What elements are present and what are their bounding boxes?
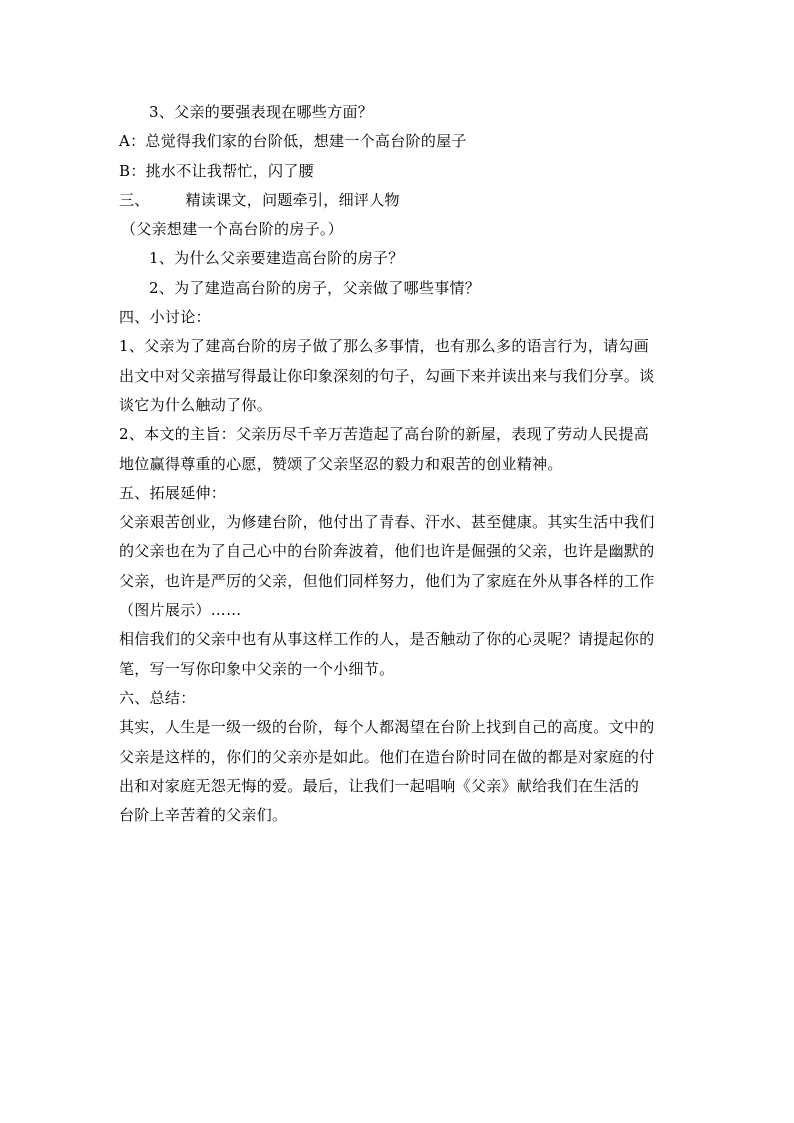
paragraph-line: 出和对家庭无怨无悔的爱。最后，让我们一起唱响《父亲》献给我们在生活的 bbox=[119, 776, 640, 795]
section-4-heading: 四、小讨论： bbox=[119, 308, 211, 327]
answer-b: B：挑水不让我帮忙，闪了腰 bbox=[119, 161, 314, 180]
question-3: 3、父亲的要强表现在哪些方面？ bbox=[149, 103, 374, 121]
paragraph-line: 谈它为什么触动了你。 bbox=[119, 395, 273, 414]
section-3-title: 精读课文，问题牵引，细评人物 bbox=[185, 190, 400, 209]
paragraph-line: 父亲，也许是严厉的父亲，但他们同样努力，他们为了家庭在外从事各样的工作 bbox=[119, 571, 655, 590]
section-5-heading: 五、拓展延伸： bbox=[119, 483, 227, 502]
paragraph-line: 父亲是这样的，你们的父亲亦是如此。他们在造台阶时同在做的都是对家庭的付 bbox=[119, 747, 655, 766]
paragraph-line: 的父亲也在为了自己心中的台阶奔波着，他们也许是倔强的父亲，也许是幽默的 bbox=[119, 542, 655, 561]
paragraph-line: 2、本文的主旨：父亲历尽千辛万苦造起了高台阶的新屋，表现了劳动人民提高 bbox=[119, 425, 650, 444]
paragraph-line: 台阶上辛苦着的父亲们。 bbox=[119, 806, 288, 825]
answer-a: A：总觉得我们家的台阶低，想建一个高台阶的屋子 bbox=[119, 132, 467, 151]
question-1: 1、为什么父亲要建造高台阶的房子？ bbox=[149, 249, 404, 268]
paragraph-line: 父亲艰苦创业，为修建台阶，他付出了青春、汗水、甚至健康。其实生活中我们 bbox=[119, 513, 655, 532]
section-3-heading bbox=[119, 186, 675, 215]
section-3-number: 三、 bbox=[119, 190, 150, 209]
question-2: 2、为了建造高台阶的房子，父亲做了哪些事情？ bbox=[149, 278, 481, 297]
paragraph-line: 出文中对父亲描写得最让你印象深刻的句子，勾画下来并读出来与我们分享。谈 bbox=[119, 366, 655, 385]
section-3-note: （父亲想建一个高台阶的房子。） bbox=[121, 220, 344, 239]
paragraph-line: 1、父亲为了建高台阶的房子做了那么多事情，也有那么多的语言行为，请勾画 bbox=[119, 337, 650, 356]
document-body bbox=[119, 98, 675, 830]
paragraph-line: 其实，人生是一级一级的台阶，每个人都渴望在台阶上找到自己的高度。文中的 bbox=[119, 718, 655, 737]
paragraph-line: 地位赢得尊重的心愿，赞颂了父亲坚忍的毅力和艰苦的创业精神。 bbox=[119, 454, 563, 473]
section-6-heading: 六、总结： bbox=[119, 688, 196, 707]
paragraph-line: 笔，写一写你印象中父亲的一个小细节。 bbox=[119, 659, 395, 678]
paragraph-line: 相信我们的父亲中也有从事这样工作的人，是否触动了你的心灵呢？请提起你的 bbox=[119, 630, 655, 649]
paragraph-line: （图片展示）…… bbox=[119, 601, 242, 620]
